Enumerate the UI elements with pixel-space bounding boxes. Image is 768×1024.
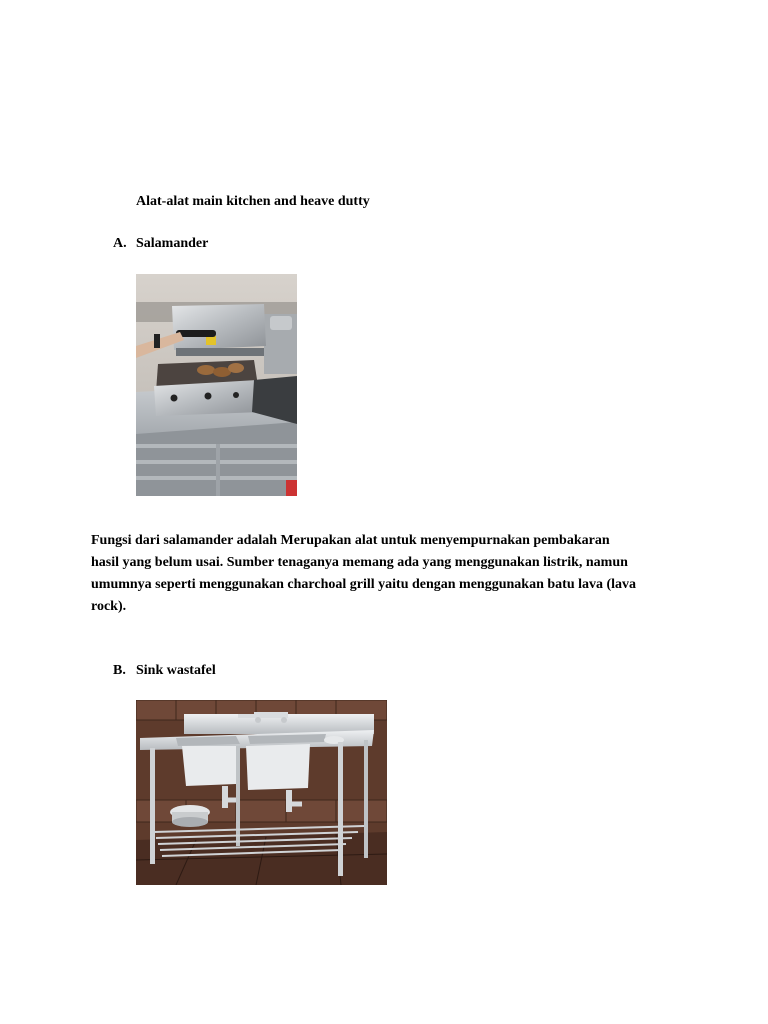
section-a-marker: A. [113,236,127,251]
salamander-photo [136,274,297,496]
section-b-title: Sink wastafel [136,663,216,678]
section-b-marker: B. [113,663,126,678]
paragraph-line: rock). [91,599,127,614]
paragraph-line: hasil yang belum usai. Sumber tenaganya memang ada yang menggunakan listrik, namun [91,555,628,570]
paragraph-line: Fungsi dari salamander adalah Merupakan alat untuk menyempurnakan pembakaran [91,533,610,548]
section-a-title: Salamander [136,236,209,251]
salamander-description [91,530,691,618]
document-title: Alat-alat main kitchen and heave dutty [136,194,370,209]
paragraph-line: umumnya seperti menggunakan charchoal grill yaitu dengan menggunakan batu lava (lava [91,577,637,592]
sink-photo [136,700,387,885]
